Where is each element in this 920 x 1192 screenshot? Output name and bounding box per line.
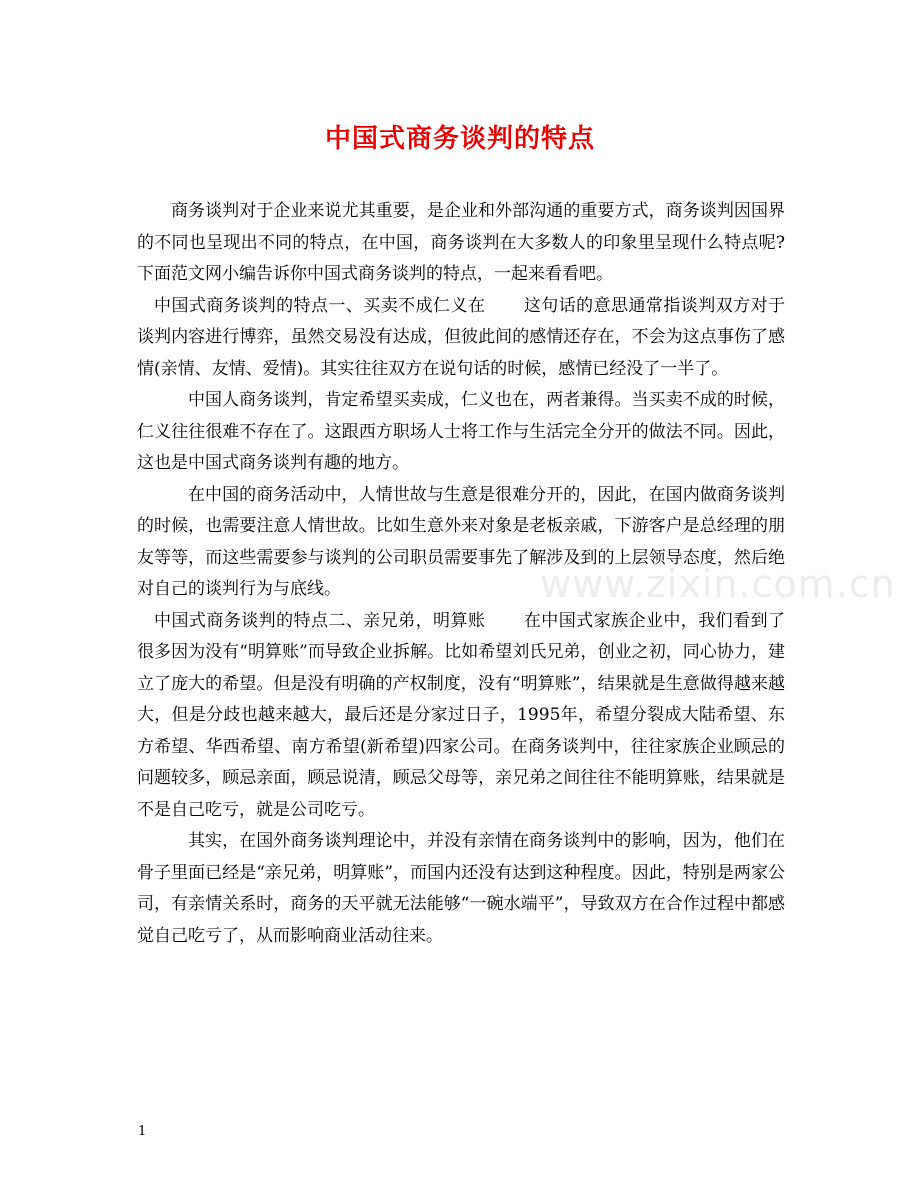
section-2-heading: 中国式商务谈判的特点二、亲兄弟，明算账	[154, 610, 486, 631]
paragraph-human-relations: 在中国的商务活动中，人情世故与生意是很难分开的，因此，在国内做商务谈判的时候，也需要注意人情世故。比如生意外来对象是老板亲戚，下游客户是总经理的朋友等等，而这些需要参与谈判的公司职员需要事先了解涉及到的上层领导态度，然后绝对自己的谈判行为与底线。	[137, 484, 785, 599]
paragraph-conclusion: 其实，在国外商务谈判理论中，并没有亲情在商务谈判中的影响，因为，他们在骨子里面已经是“亲兄弟，明算账”，而国内还没有达到这种程度。因此，特别是两家公司，有亲情关系时，商务的天平就无法能够“一碗水端平”，导致双方在合作过程中都感觉自己吃亏了，从而影响商业活动往来。	[137, 831, 785, 946]
page-title: 中国式商务谈判的特点	[324, 124, 595, 154]
document-body	[137, 196, 785, 952]
paragraph-section-1	[137, 291, 785, 386]
paragraph-business-negotiation: 中国人商务谈判，肯定希望买卖成，仁义也在，两者兼得。当买卖不成的时候，仁义往往很难不存在了。这跟西方职场人士将工作与生活完全分开的做法不同。因此，这也是中国式商务谈判有趣的地方。	[137, 390, 785, 473]
page-number: 1	[138, 1124, 147, 1139]
section-1-heading: 中国式商务谈判的特点一、买卖不成仁义在	[154, 295, 486, 316]
section-2-text: 在中国式家族企业中，我们看到了很多因为没有“明算账”而导致企业拆解。比如希望刘氏兄弟，创业之初，同心协力，建立了庞大的希望。但是没有明确的产权制度，没有“明算账”，结果就是生意做得越来越大，但是分歧也越来越大，最后还是分家过日子，1995年，希望分裂成大陆希望、东方希望、华西希望、南方希望(新希望)四家公司。在商务谈判中，往往家族企业顾忌的问题较多，顾忌亲面，顾忌说清，顾忌父母等，亲兄弟之间往往不能明算账，结果就是不是自己吃亏，就是公司吃亏。	[137, 610, 786, 820]
paragraph-intro: 商务谈判对于企业来说尤其重要，是企业和外部沟通的重要方式，商务谈判因国界的不同也呈现出不同的特点，在中国，商务谈判在大多数人的印象里呈现什么特点呢?下面范文网小编告诉你中国式商务谈判的特点，一起来看看吧。	[137, 201, 785, 284]
section-1-text: 这句话的意思通常指谈判双方对于谈判内容进行博弈，虽然交易没有达成，但彼此间的感情还存在，不会为这点事伤了感情(亲情、友情、爱情)。其实往往双方在说句话的时候，感情已经没了一半了。	[137, 295, 786, 379]
watermark: www.zixin.com.cn	[540, 562, 896, 606]
paragraph-section-2	[137, 606, 785, 827]
